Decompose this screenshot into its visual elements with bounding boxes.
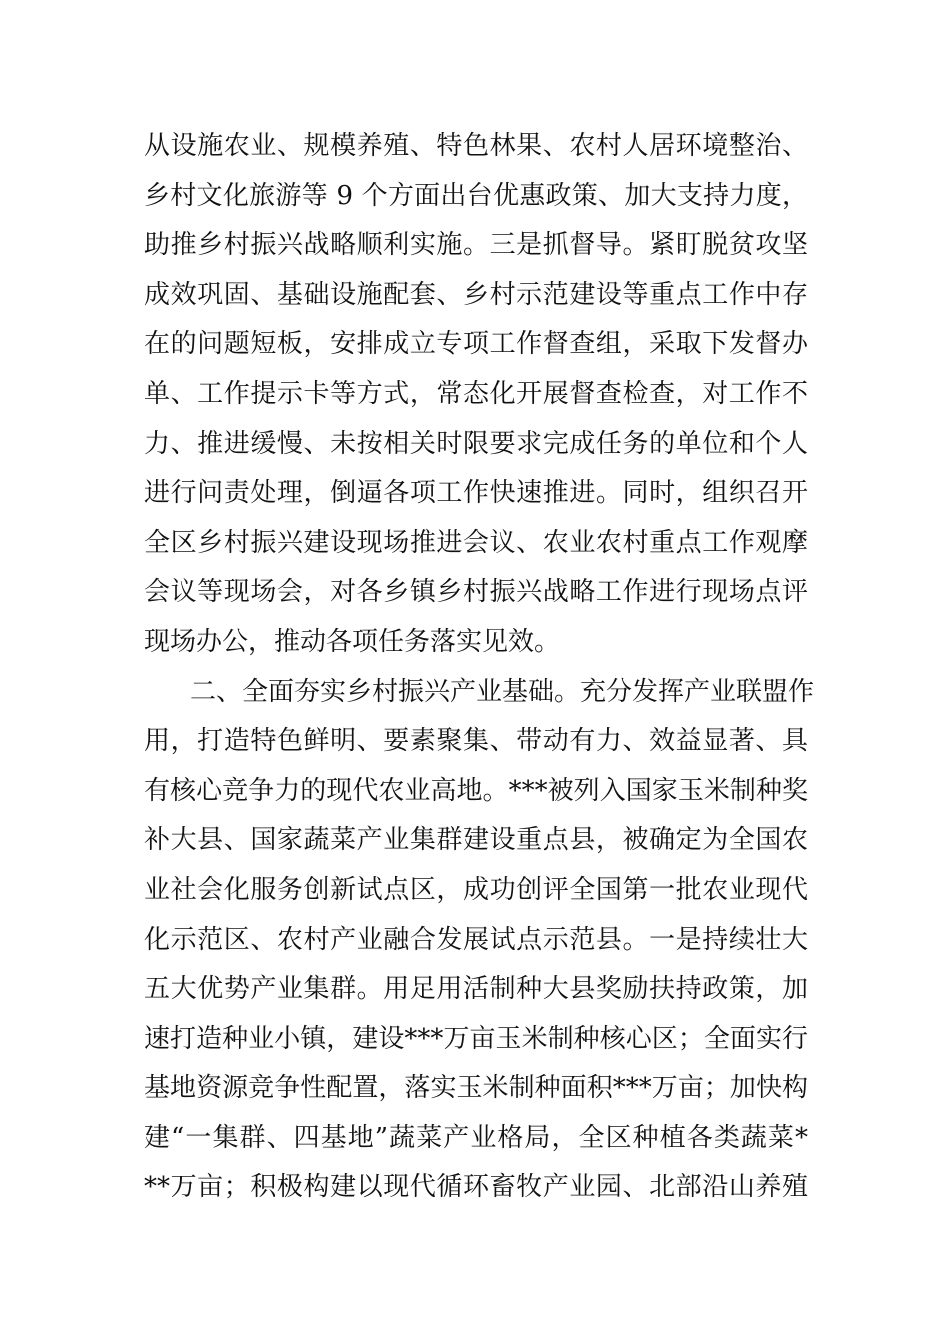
text-line: 会议等现场会，对各乡镇乡村振兴战略工作进行现场点评	[144, 577, 808, 608]
text-line: 现场办公，推动各项任务落实见效。	[144, 626, 561, 657]
text-line: 建“一集群、四基地”蔬菜产业格局，全区种植各类蔬菜*	[144, 1122, 808, 1153]
text-line: 单、工作提示卡等方式，常态化开展督查检查，对工作不	[144, 378, 808, 409]
text-line: 补大县、国家蔬菜产业集群建设重点县，被确定为全国农	[144, 825, 808, 856]
text-line: 成效巩固、基础设施配套、乡村示范建设等重点工作中存	[144, 279, 808, 310]
text-line: 业社会化服务创新试点区，成功创评全国第一批农业现代	[144, 874, 808, 905]
text-line: 力、推进缓慢、未按相关时限要求完成任务的单位和个人	[144, 428, 808, 459]
text-line: 乡村文化旅游等 9 个方面出台优惠政策、加大支持力度，	[144, 180, 808, 211]
paragraph	[144, 668, 815, 1214]
body-text	[144, 122, 815, 1213]
text-line: 有核心竞争力的现代农业高地。***被列入国家玉米制种奖	[144, 775, 808, 806]
text-line: 基地资源竞争性配置，落实玉米制种面积***万亩；加快构	[144, 1073, 808, 1104]
text-line: 用，打造特色鲜明、要素聚集、带动有力、效益显著、具	[144, 726, 808, 757]
text-line: **万亩；积极构建以现代循环畜牧产业园、北部沿山养殖	[144, 1172, 808, 1203]
text-line: 二、全面夯实乡村振兴产业基础。充分发挥产业联盟作	[190, 676, 815, 707]
text-line: 速打造种业小镇，建设***万亩玉米制种核心区；全面实行	[144, 1023, 808, 1054]
paragraph	[144, 122, 808, 668]
text-line: 在的问题短板，安排成立专项工作督查组，采取下发督办	[144, 329, 808, 360]
text-line: 五大优势产业集群。用足用活制种大县奖励扶持政策，加	[144, 974, 808, 1005]
text-line: 化示范区、农村产业融合发展试点示范县。一是持续壮大	[144, 924, 808, 955]
text-line: 从设施农业、规模养殖、特色林果、农村人居环境整治、	[144, 131, 808, 161]
text-line: 全区乡村振兴建设现场推进会议、农业农村重点工作观摩	[144, 527, 808, 558]
text-line: 助推乡村振兴战略顺利实施。三是抓督导。紧盯脱贫攻坚	[144, 230, 808, 261]
text-line: 进行问责处理，倒逼各项工作快速推进。同时，组织召开	[144, 478, 808, 509]
